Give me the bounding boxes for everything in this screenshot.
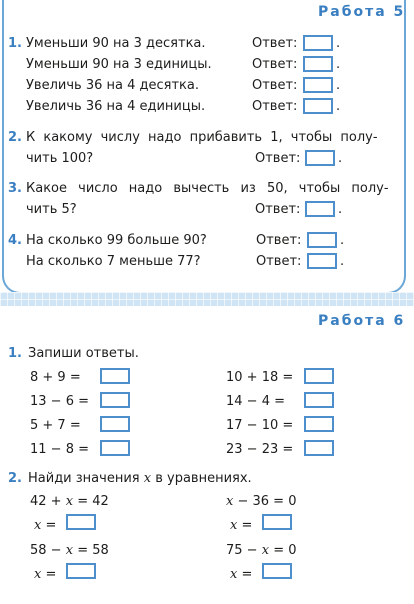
answer-box[interactable] bbox=[307, 253, 337, 269]
solution-2: x = bbox=[230, 518, 253, 533]
q4-line-1: На сколько 99 больше 90? bbox=[26, 233, 207, 248]
answer-label: Ответ: bbox=[252, 78, 298, 93]
answer-box[interactable] bbox=[303, 98, 333, 114]
task2-title-suffix: в уравнениях. bbox=[155, 471, 252, 486]
task1-left-expr-1: 8 + 9 = bbox=[30, 370, 81, 385]
q3-line-2: чить 5? bbox=[26, 202, 77, 217]
answer-box[interactable] bbox=[66, 563, 96, 579]
task2-title bbox=[28, 471, 252, 486]
answer-label: Ответ: bbox=[252, 36, 298, 51]
task1-left-expr-2: 13 − 6 = bbox=[30, 394, 89, 409]
q3-number: 3. bbox=[8, 181, 22, 196]
q1-line-1: Уменьши 90 на 3 десятка. bbox=[26, 36, 206, 51]
answer-box[interactable] bbox=[100, 368, 130, 384]
answer-label: Ответ: bbox=[255, 202, 301, 217]
equation-2: x − 36 = 0 bbox=[226, 494, 297, 509]
solution-4: x = bbox=[230, 567, 253, 582]
q2-line-1: К какому числу надо прибавить 1, чтобы полу- bbox=[26, 130, 378, 145]
task1-left-expr-3: 5 + 7 = bbox=[30, 418, 81, 433]
work6-title: Работа 6 bbox=[318, 313, 406, 329]
task1-right-expr-2: 14 − 4 = bbox=[226, 394, 285, 409]
q1-line-3: Увеличь 36 на 4 десятка. bbox=[26, 78, 199, 93]
q1-line-4: Увеличь 36 на 4 единицы. bbox=[26, 99, 206, 114]
q2-line-2: чить 100? bbox=[26, 151, 94, 166]
q3-line-1: Какое число надо вычесть из 50, чтобы полу- bbox=[26, 181, 389, 196]
answer-label: Ответ: bbox=[256, 233, 302, 248]
answer-box[interactable] bbox=[100, 440, 130, 456]
answer-box[interactable] bbox=[304, 440, 334, 456]
equation-1: 42 + x = 42 bbox=[30, 494, 109, 509]
answer-box[interactable] bbox=[262, 563, 292, 579]
task1-left-expr-4: 11 − 8 = bbox=[30, 442, 89, 457]
task1-number: 1. bbox=[8, 346, 22, 361]
section-divider bbox=[0, 292, 414, 306]
task1-right-expr-4: 23 − 23 = bbox=[226, 442, 294, 457]
task1-right-expr-1: 10 + 18 = bbox=[226, 370, 294, 385]
equation-3: 58 − x = 58 bbox=[30, 543, 109, 558]
answer-box[interactable] bbox=[262, 514, 292, 530]
q2-number: 2. bbox=[8, 130, 22, 145]
answer-box[interactable] bbox=[304, 416, 334, 432]
answer-box[interactable] bbox=[100, 392, 130, 408]
answer-box[interactable] bbox=[66, 514, 96, 530]
answer-box[interactable] bbox=[303, 77, 333, 93]
answer-box[interactable] bbox=[304, 392, 334, 408]
answer-label: Ответ: bbox=[252, 57, 298, 72]
q4-number: 4. bbox=[8, 233, 22, 248]
q1-line-2: Уменьши 90 на 3 единицы. bbox=[26, 57, 212, 72]
answer-box[interactable] bbox=[305, 150, 335, 166]
answer-box[interactable] bbox=[304, 368, 334, 384]
equation-4: 75 − x = 0 bbox=[226, 543, 297, 558]
answer-label: Ответ: bbox=[255, 151, 301, 166]
solution-1: x = bbox=[34, 518, 57, 533]
answer-label: Ответ: bbox=[252, 99, 298, 114]
answer-box[interactable] bbox=[303, 56, 333, 72]
task1-title: Запиши ответы. bbox=[28, 346, 139, 361]
task1-right-expr-3: 17 − 10 = bbox=[226, 418, 294, 433]
q4-line-2: На сколько 7 меньше 77? bbox=[26, 254, 201, 269]
solution-3: x = bbox=[34, 567, 57, 582]
answer-box[interactable] bbox=[303, 35, 333, 51]
answer-label: Ответ: bbox=[256, 254, 302, 269]
answer-box[interactable] bbox=[305, 201, 335, 217]
answer-box[interactable] bbox=[307, 232, 337, 248]
task2-title-prefix: Найди значения bbox=[28, 471, 140, 486]
task2-number: 2. bbox=[8, 471, 22, 486]
variable-x: x bbox=[143, 471, 152, 486]
q1-number: 1. bbox=[8, 36, 22, 51]
answer-box[interactable] bbox=[100, 416, 130, 432]
work5-title: Работа 5 bbox=[318, 4, 406, 20]
